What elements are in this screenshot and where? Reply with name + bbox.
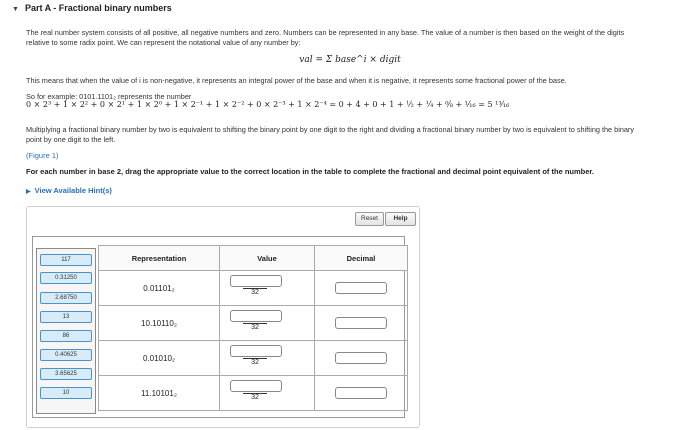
drag-tile[interactable]: 2.68750 xyxy=(40,292,92,304)
value-cell xyxy=(220,306,315,341)
decimal-drop-target[interactable] xyxy=(335,352,387,364)
representation-cell: 11.10101₂ xyxy=(99,376,220,411)
decimal-cell xyxy=(315,271,408,306)
intro-p3-line-2: point by one digit to the left. xyxy=(26,134,116,144)
reset-button[interactable]: Reset xyxy=(355,212,384,226)
col-header-value: Value xyxy=(220,246,315,271)
intro-paragraph-1 xyxy=(26,28,624,47)
decimal-cell xyxy=(315,341,408,376)
numerator-drop-target[interactable] xyxy=(230,345,282,357)
drag-tile[interactable]: 117 xyxy=(40,254,92,266)
table-row xyxy=(99,376,408,411)
view-hints-toggle[interactable] xyxy=(26,186,112,195)
drag-tile[interactable]: 10 xyxy=(40,387,92,399)
numerator-drop-target[interactable] xyxy=(230,380,282,392)
part-header[interactable] xyxy=(12,3,172,13)
help-button[interactable]: Help xyxy=(385,212,416,226)
part-title: Part A - Fractional binary numbers xyxy=(24,3,172,13)
denominator: 32 xyxy=(251,289,259,296)
col-header-decimal: Decimal xyxy=(315,246,408,271)
decimal-drop-target[interactable] xyxy=(335,317,387,329)
drag-tile[interactable]: 3.65625 xyxy=(40,368,92,380)
value-cell xyxy=(220,341,315,376)
example-math: 0 × 2³ + 1 × 2² + 0 × 2¹ + 1 × 2⁰ + 1 × 2⁻¹ + 1 × 2⁻² + 0 × 2⁻³ + 1 × 2⁻⁴ = 0 + 4 + 0 + 1 + ½ + ¼ + ⁰⁄₈ + ¹⁄₁₆ = 5 ¹³⁄₁₆ xyxy=(26,100,510,109)
hints-label: View Available Hint(s) xyxy=(34,186,112,195)
drag-tile[interactable]: 13 xyxy=(40,311,92,323)
expand-triangle-icon: ▶ xyxy=(26,189,31,195)
decimal-drop-target[interactable] xyxy=(335,387,387,399)
drag-tile[interactable]: 0.31250 xyxy=(40,272,92,284)
numerator-drop-target[interactable] xyxy=(230,310,282,322)
decimal-cell xyxy=(315,376,408,411)
figure-link[interactable]: (Figure 1) xyxy=(26,151,59,160)
representation-cell: 0.01010₂ xyxy=(99,341,220,376)
denominator: 32 xyxy=(251,359,259,366)
intro-p3-line-1: Multiplying a fractional binary number by two is equivalent to shifting the binary point by one digit to the right and dividing a fractional binary number by two is equivalent to shifting the binary xyxy=(26,125,635,134)
decimal-cell xyxy=(315,306,408,341)
col-header-representation: Representation xyxy=(99,246,220,271)
value-formula: val = Σ base^i × digit xyxy=(299,55,401,65)
decimal-drop-target[interactable] xyxy=(335,282,387,294)
denominator: 32 xyxy=(251,324,259,331)
intro-paragraph-3 xyxy=(26,125,634,144)
value-cell xyxy=(220,271,315,306)
table-row xyxy=(99,271,408,306)
intro-line-1: The real number system consists of all positive, all negative numbers and zero. Numbers can be represented in any base. The value of a number is then based on the weight of the digits xyxy=(26,28,625,37)
conversion-table xyxy=(98,245,408,411)
representation-cell: 10.10110₂ xyxy=(99,306,220,341)
intro-paragraph-2: This means that when the value of i is non-negative, it represents an integral power of the base and when it is negative, it represents some fractional power of the base. xyxy=(26,76,567,85)
denominator: 32 xyxy=(251,394,259,401)
instruction: For each number in base 2, drag the appropriate value to the correct location in the table to complete the fractional and decimal point equivalent of the number. xyxy=(26,167,595,176)
table-row xyxy=(99,306,408,341)
table-header-row xyxy=(99,246,408,271)
table-row xyxy=(99,341,408,376)
drag-tile[interactable]: 86 xyxy=(40,330,92,342)
collapse-caret-icon[interactable]: ▼ xyxy=(12,6,19,13)
numerator-drop-target[interactable] xyxy=(230,275,282,287)
value-cell xyxy=(220,376,315,411)
example-intro: So for example: 0101.1101₂ represents the number xyxy=(26,92,192,101)
representation-cell: 0.01101₂ xyxy=(99,271,220,306)
intro-line-2: relative to some radix point. We can represent the notational value of any number by: xyxy=(26,37,301,47)
drag-tile[interactable]: 0.40625 xyxy=(40,349,92,361)
